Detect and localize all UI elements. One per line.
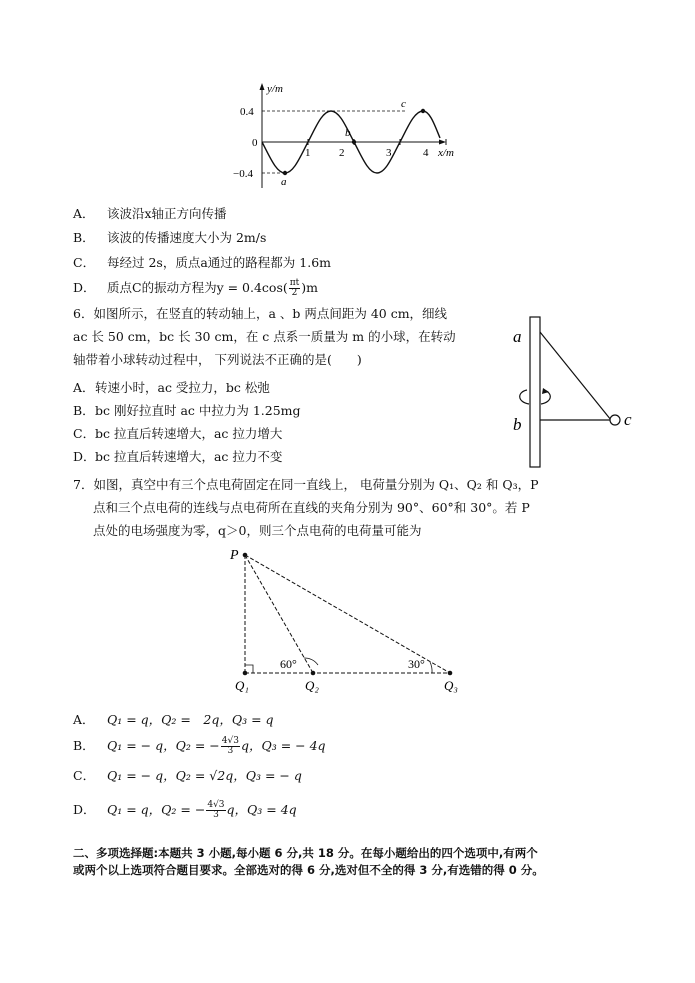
q6-stem-line1: 6．如图所示，在竖直的转动轴上，a 、b 两点间距为 40 cm，细线 (73, 306, 448, 321)
q6-option-d[interactable]: D．bc 拉直后转速增大，ac 拉力不变 (73, 449, 283, 464)
label-b: b (513, 415, 522, 434)
x-axis-label: x/m (438, 147, 454, 159)
q6-option-c[interactable]: C．bc 拉直后转速增大，ac 拉力增大 (73, 426, 283, 441)
q6-option-b[interactable]: B．bc 刚好拉直时 ac 中拉力为 1.25mg (73, 403, 301, 418)
q7-option-b[interactable]: B． Q₁ = − q，Q₂ = − $\frac{4√3}{3}$ q，Q₃ = − 4q (73, 736, 326, 756)
ball-c (610, 415, 620, 425)
x-tick-3: 3 (386, 147, 392, 159)
point-P (243, 553, 248, 558)
point-a-label: a (281, 176, 287, 188)
q5-option-b[interactable]: B． 该波的传播速度大小为 2m/s (73, 230, 267, 245)
y-tick-top: 0.4 (240, 106, 254, 118)
q7-stem-line2: 点和三个点电荷的连线与点电荷所在直线的夹角分别为 90°、60°和 30°。若 P (93, 500, 530, 515)
label-P: P (230, 548, 239, 563)
x-tick-1: 1 (305, 147, 311, 159)
line-PQ3 (245, 555, 450, 673)
charge-Q1 (243, 671, 248, 676)
y-tick-bottom: −0.4 (233, 168, 253, 180)
q7-charges-figure (225, 545, 475, 695)
q5-option-a[interactable]: A． 该波沿x轴正方向传播 (73, 206, 227, 221)
point-a-dot (283, 171, 287, 175)
angle30-arc (430, 662, 432, 673)
q6-stem-line3: 轴带着小球转动过程中， 下列说法不正确的是( ) (73, 352, 362, 367)
q7-option-a[interactable]: A． Q₁ = q，Q₂ = 2q，Q₃ = q (73, 712, 274, 727)
wave-figure (225, 80, 475, 192)
q7-option-c[interactable]: C． Q₁ = − q，Q₂ = √2q，Q₃ = − q (73, 768, 302, 783)
section2-heading-line2: 或两个以上选项符合题目要求。全部选对的得 6 分,选对但不全的得 3 分,有选错的得 0 分。 (73, 863, 544, 877)
fraction: $\frac{4√3}{3}$ (207, 800, 225, 820)
y-axis-label: y/m (267, 83, 283, 95)
string-ac (540, 332, 611, 420)
label-angle30: 30° (408, 657, 425, 671)
point-b-label: b (345, 127, 351, 139)
x-axis-arrow (439, 140, 446, 145)
point-c-dot (421, 109, 425, 113)
q6-axle-figure (505, 312, 632, 472)
q7-stem-line1: 7．如图，真空中有三个点电荷固定在同一直线上， 电荷量分别为 Q₁、Q₂ 和 Q₃，P (73, 477, 539, 492)
x-tick-4: 4 (423, 147, 429, 159)
y-axis-arrow (260, 83, 265, 90)
label-Q2: Q₂ (305, 678, 319, 693)
label-c: c (624, 410, 632, 429)
charge-Q2 (311, 671, 316, 676)
charge-Q3 (448, 671, 453, 676)
label-a: a (513, 327, 522, 346)
label-Q1: Q₁ (235, 678, 249, 693)
q7-option-d[interactable]: D． Q₁ = q，Q₂ = − $\frac{4√3}{3}$ q，Q₃ = 4q (73, 800, 297, 820)
q6-option-a[interactable]: A．转速小时，ac 受拉力，bc 松弛 (73, 380, 270, 395)
line-PQ2 (245, 555, 313, 673)
y-tick-zero: 0 (252, 137, 258, 149)
rotation-axle (530, 317, 540, 467)
fraction: $\frac{\pi t}{2}$ (289, 278, 300, 298)
point-c-label: c (401, 98, 406, 110)
q5-option-c[interactable]: C． 每经过 2s，质点a通过的路程都为 1.6m (73, 255, 331, 270)
fraction: $\frac{4√3}{3}$ (221, 736, 239, 756)
label-Q3: Q₃ (444, 678, 458, 693)
label-angle60: 60° (280, 657, 297, 671)
x-tick-2: 2 (339, 147, 345, 159)
q5-option-d[interactable]: D． 质点C的振动方程为y = 0.4cos( $\frac{\pi t}{2}$ )m (73, 278, 319, 298)
section2-heading-line1: 二、多项选择题:本题共 3 小题,每小题 6 分,共 18 分。在每小题给出的四个选项中,有两个 (73, 846, 538, 860)
q6-stem-line2: ac 长 50 cm，bc 长 30 cm，在 c 点系一质量为 m 的小球，在转动 (73, 329, 456, 344)
q7-stem-line3: 点处的电场强度为零，q＞0，则三个点电荷的电荷量可能为 (93, 523, 422, 538)
point-b-dot (352, 140, 356, 144)
